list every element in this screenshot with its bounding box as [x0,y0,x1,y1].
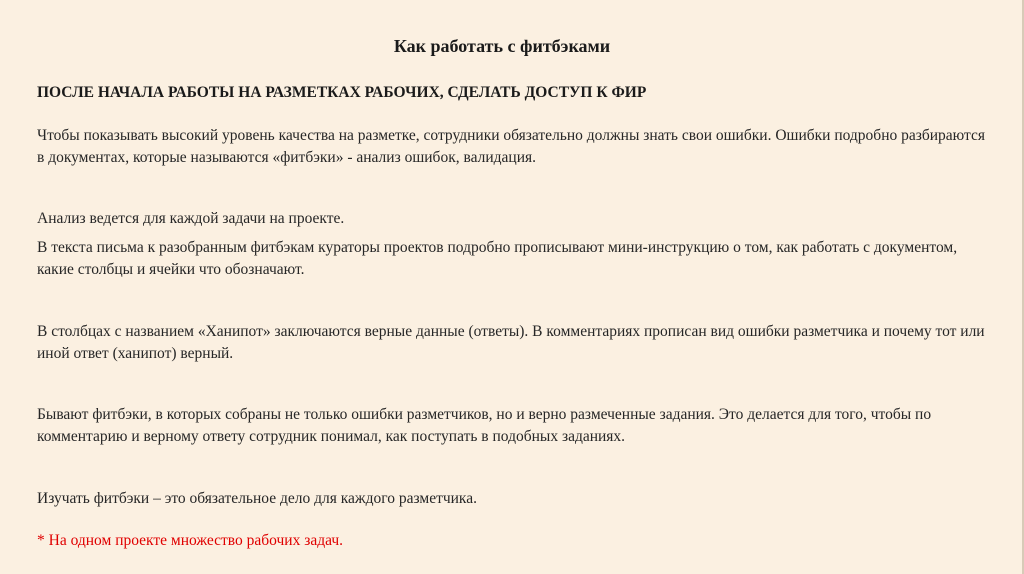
paragraph-analysis: Анализ ведется для каждой задачи на проекте. [37,210,345,227]
paragraph-instructions: В текста письма к разобранным фитбэкам кураторы проектов подробно прописывают мини-инструкцию о том, как работать с документом, какие столбцы и ячейки что обозначают. [37,239,958,278]
paragraph-correct-tasks: Бывают фитбэки, в которых собраны не только ошибки разметчиков, но и верно размеченные задания. Это делается для того, чтобы по комментарию и верному ответу сотрудник понимал, как поступать в подобных заданиях. [37,406,932,445]
paragraph-honeypot: В столбцах с названием «Ханипот» заключаются верные данные (ответы). В комментариях прописан вид ошибки разметчика и почему тот или иной ответ (ханипот) верный. [37,323,985,362]
slide-subtitle: ПОСЛЕ НАЧАЛА РАБОТЫ НА РАЗМЕТКАХ РАБОЧИХ, СДЕЛАТЬ ДОСТУП К ФИР [37,84,647,101]
paragraph-study: Изучать фитбэки – это обязательное дело для каждого разметчика. [37,490,477,507]
footnote: * На одном проекте множество рабочих задач. [37,532,344,549]
slide-title: Как работать с фитбэками [393,36,611,56]
paragraph-errors: Чтобы показывать высокий уровень качества на разметке, сотрудники обязательно должны знать свои ошибки. Ошибки подробно разбираются в документах, которые называются «фитбэки» - анализ ошибок, валидация. [37,127,986,166]
